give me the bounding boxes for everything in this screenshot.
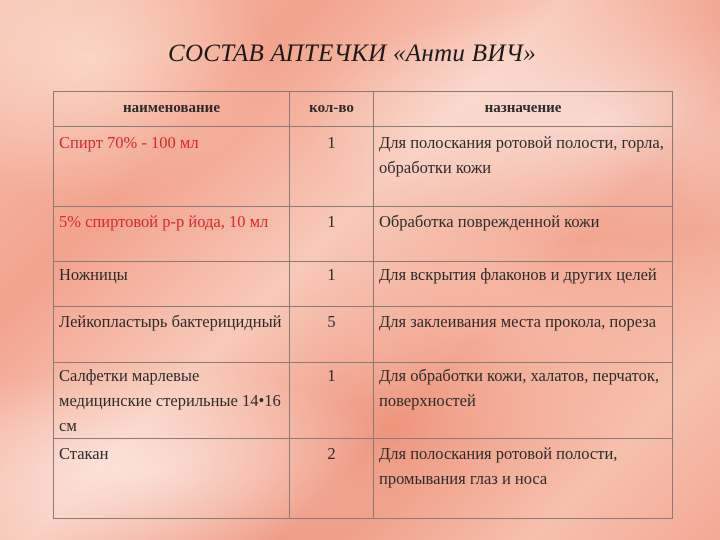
cell-qty: 1 (290, 207, 374, 262)
cell-purpose: Для обработки кожи, халатов, перчаток, поверхностей (374, 363, 673, 439)
cell-qty: 5 (290, 307, 374, 363)
cell-purpose: Обработка поврежденной кожи (374, 207, 673, 262)
cell-name: Ножницы (54, 262, 290, 307)
cell-qty: 2 (290, 439, 374, 519)
table-row (54, 307, 673, 363)
header-purpose: назначение (374, 92, 673, 127)
header-name: наименование (54, 92, 290, 127)
table-row (54, 262, 673, 307)
cell-qty: 1 (290, 262, 374, 307)
cell-name: Спирт 70% - 100 мл (54, 127, 290, 207)
cell-qty: 1 (290, 127, 374, 207)
table-row (54, 439, 673, 519)
cell-name: Лейкопластырь бактерицидный (54, 307, 290, 363)
kit-table (53, 91, 673, 519)
cell-purpose: Для вскрытия флаконов и других целей (374, 262, 673, 307)
table-row (54, 207, 673, 262)
table-row (54, 127, 673, 207)
cell-name: 5% спиртовой р-р йода, 10 мл (54, 207, 290, 262)
table-row (54, 363, 673, 439)
cell-name: Стакан (54, 439, 290, 519)
page-title: СОСТАВ АПТЕЧКИ «Анти ВИЧ» (167, 40, 537, 67)
header-qty: кол-во (290, 92, 374, 127)
cell-purpose: Для полоскания ротовой полости, промывания глаз и носа (374, 439, 673, 519)
cell-purpose: Для заклеивания места прокола, пореза (374, 307, 673, 363)
cell-purpose: Для полоскания ротовой полости, горла, обработки кожи (374, 127, 673, 207)
cell-qty: 1 (290, 363, 374, 439)
table-header-row (54, 92, 673, 127)
cell-name: Салфетки марлевые медицинские стерильные 14•16 см (54, 363, 290, 439)
